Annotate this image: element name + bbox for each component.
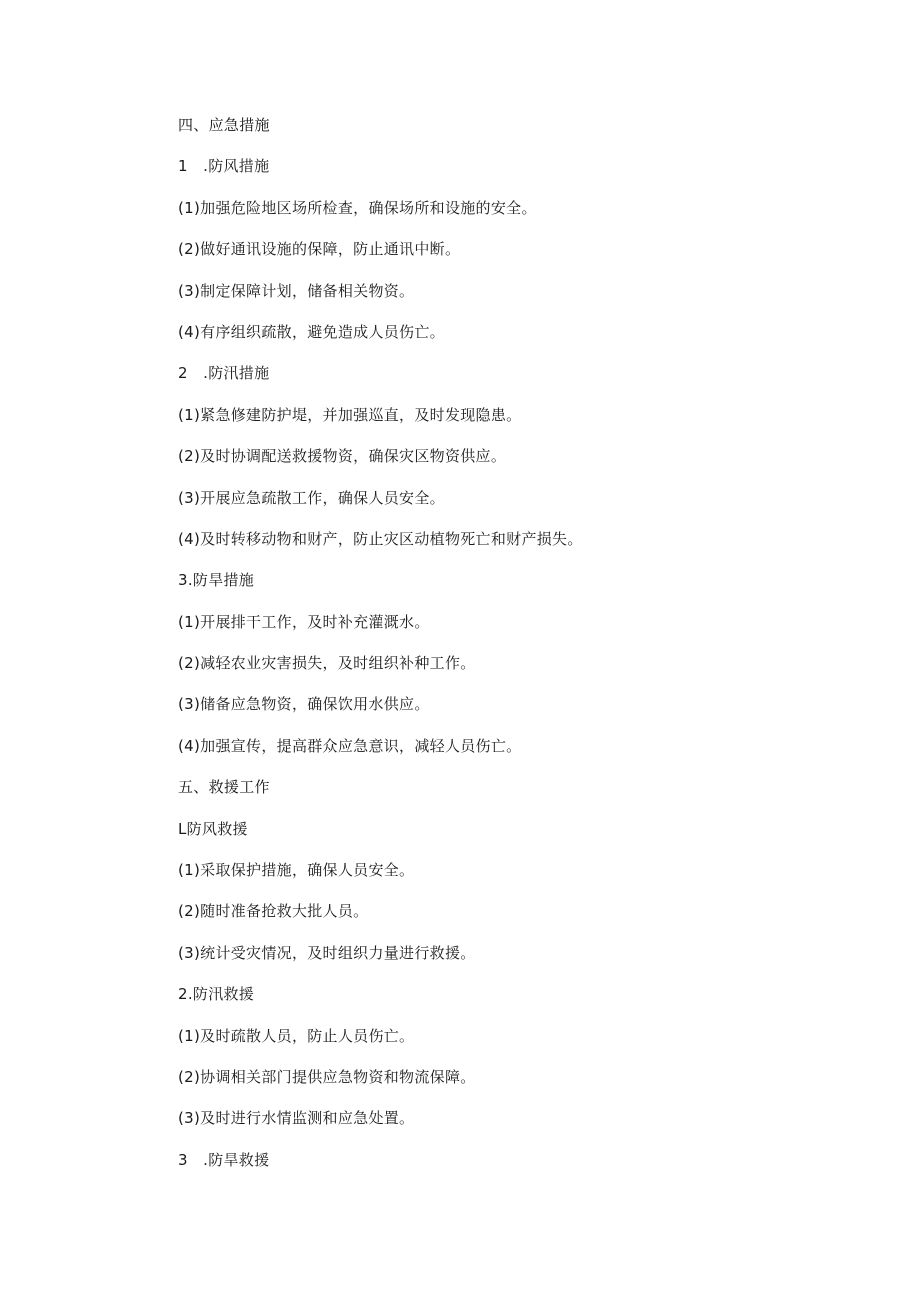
section-heading: 四、应急措施 (178, 116, 270, 134)
subsection-heading: 3.防旱措施 (178, 571, 255, 590)
list-item: (1)加强危险地区场所检查，确保场所和设施的安全。 (178, 198, 537, 217)
list-item: (4)及时转移动物和财产，防止灾区动植物死亡和财产损失。 (178, 529, 583, 548)
list-item: (3)及时进行水情监测和应急处置。 (178, 1109, 415, 1128)
list-item: (3)统计受灾情况，及时组织力量进行救援。 (178, 943, 476, 962)
list-item: (3)储备应急物资，确保饮用水供应。 (178, 695, 430, 714)
list-item: (1)及时疏散人员，防止人员伤亡。 (178, 1026, 415, 1045)
list-item: (4)加强宣传，提高群众应急意识，减轻人员伤亡。 (178, 736, 522, 755)
list-item: (1)采取保护措施，确保人员安全。 (178, 861, 415, 880)
section-heading: 五、救援工作 (178, 778, 270, 797)
subsection-heading: 2 .防汛措施 (178, 364, 270, 383)
list-item: (2)随时准备抢救大批人员。 (178, 902, 369, 921)
subsection-heading: L防风救援 (178, 819, 248, 838)
document-body (178, 113, 878, 1189)
list-item: (2)及时协调配送救援物资，确保灾区物资供应。 (178, 447, 507, 466)
list-item: (2)做好通讯设施的保障，防止通讯中断。 (178, 240, 461, 259)
list-item: (1)开展排干工作，及时补充灌溉水。 (178, 612, 430, 631)
subsection-heading: 2.防汛救援 (178, 985, 255, 1004)
list-item: (1)紧急修建防护堤，并加强巡直，及时发现隐患。 (178, 405, 522, 424)
list-item: (2)协调相关部门提供应急物资和物流保障。 (178, 1067, 476, 1086)
list-item: (3)开展应急疏散工作，确保人员安全。 (178, 488, 445, 507)
list-item: (3)制定保障计划，储备相关物资。 (178, 281, 415, 300)
subsection-heading: 1 .防风措施 (178, 157, 270, 176)
list-item: (4)有序组织疏散，避免造成人员伤亡。 (178, 322, 445, 341)
subsection-heading: 3 .防旱救援 (178, 1150, 270, 1169)
list-item: (2)减轻农业灾害损失，及时组织补种工作。 (178, 654, 476, 673)
